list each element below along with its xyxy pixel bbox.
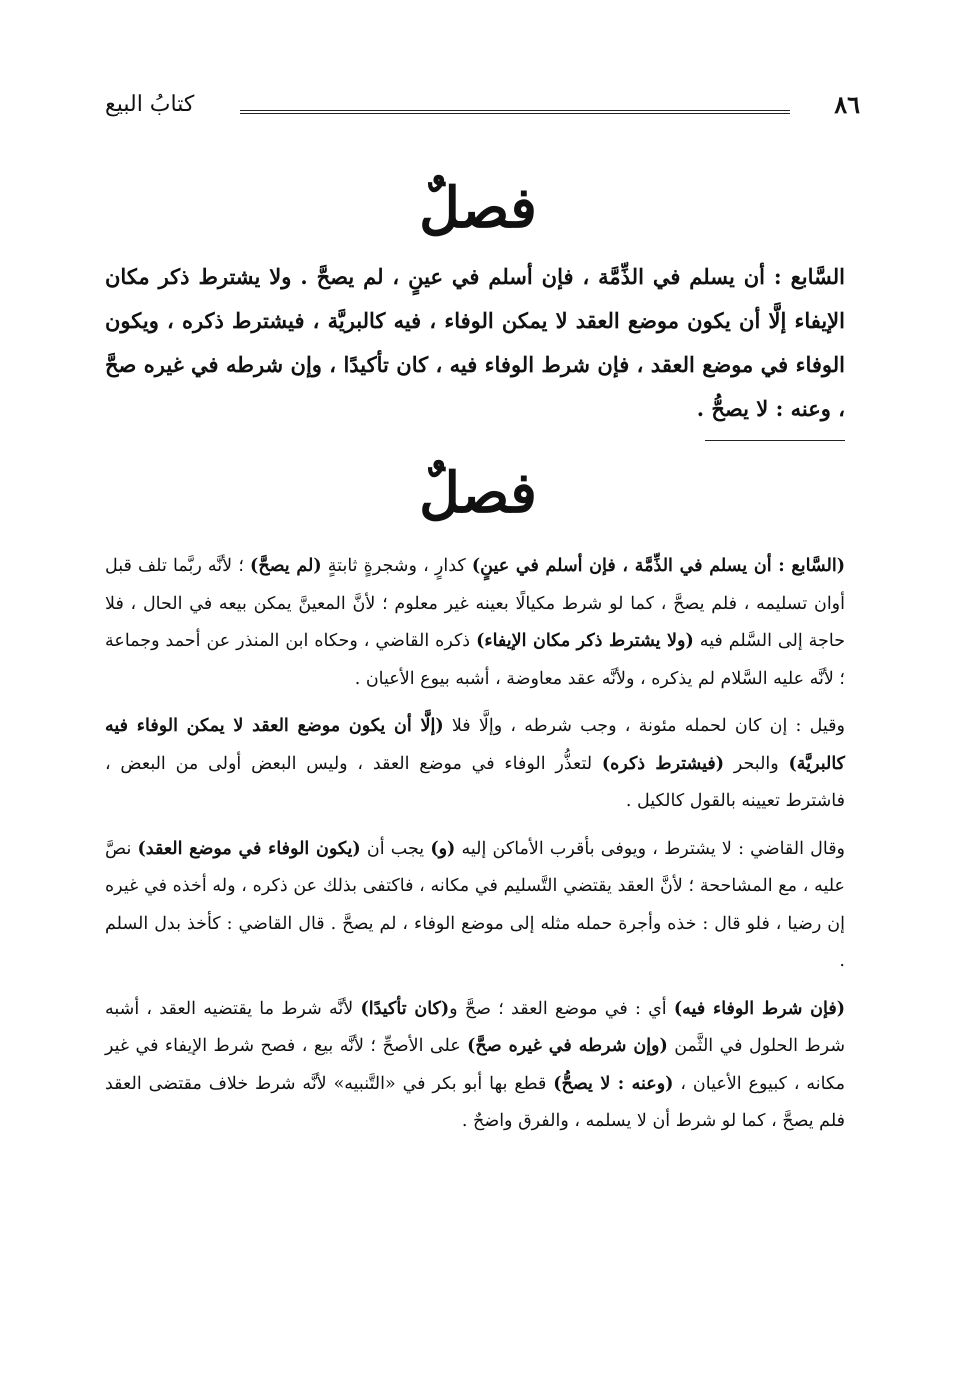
commentary-text: لأنَّه شرط ما يقتضيه العقد ، أشبه شرط الحلول في الثَّمن <box>105 998 845 1056</box>
section-title-2: فصلٌ <box>419 460 537 526</box>
commentary-paragraph-3 <box>105 831 845 981</box>
commentary-paragraph-2 <box>105 708 845 821</box>
matn-quote: (لم يصحَّ) <box>250 556 322 576</box>
matn-quote: (كان تأكيدًا) <box>360 998 450 1019</box>
matn-quote: (فإن شرط الوفاء فيه) <box>673 998 845 1019</box>
matn-text: السَّابع : أن يسلم في الذِّمَّة ، فإن أسلم في عينٍ ، لم يصحَّ . ولا يشترط ذكر مكان الإيفاء إلَّا أن يكون موضع العقد لا يمكن الوفاء ، فيه كالبريَّة ، فيشترط ذكره ، ويكون الوفاء في موضع العقد ، فإن شرط الوفاء فيه ، كان تأكيدًا ، وإن شرطه في غيره صحَّ ، وعنه : لا يصحُّ . <box>105 264 845 421</box>
commentary-text: كدارٍ ، وشجرةٍ ثابتةٍ <box>321 556 472 576</box>
commentary-text: وقال القاضي : لا يشترط ، ويوفى بأقرب الأماكن إليه <box>455 838 846 859</box>
commentary-text: أي : في موضع العقد ؛ صحَّ و <box>449 998 674 1019</box>
matn-quote: (و) <box>430 838 456 859</box>
commentary-text: على الأصحِّ ؛ لأنَّه بيع ، فصح شرط الإيفاء في غير مكانه ، كبيوع الأعيان ، <box>105 1036 845 1094</box>
page-header <box>105 90 860 130</box>
commentary-text: يجب أن <box>360 838 431 859</box>
commentary-text: وقيل : إن كان لحمله مئونة ، وجب شرطه ، وإلَّا فلا <box>443 716 846 736</box>
matn-quote: (إلَّا أن يكون موضع العقد لا يمكن الوفاء فيه كالبريَّة) <box>105 716 845 774</box>
page-number: ٨٦ <box>834 90 860 119</box>
matn-quote: (فيشترط ذكره) <box>601 753 725 774</box>
matn-quote: (وعنه : لا يصحُّ) <box>553 1073 674 1094</box>
matn-separator-rule <box>705 440 845 441</box>
matn-quote: (السَّابع : أن يسلم في الذِّمَّة ، فإن أسلم في عينٍ) <box>471 556 845 576</box>
matn-quote: (ولا يشترط ذكر مكان الإيفاء) <box>476 631 694 651</box>
commentary-text: لتعذُّر الوفاء في موضع العقد ، وليس البعض أولى من البعض ، فاشترط تعيينه بالقول كالكيل . <box>105 753 845 811</box>
header-rule <box>240 110 790 114</box>
running-title: كتابُ البيع <box>105 92 195 117</box>
commentary-text: والبحر <box>724 753 789 774</box>
commentary-text: نصَّ عليه ، مع المشاححة ؛ لأنَّ العقد يقتضي التَّسليم في مكانه ، فاكتفى بذلك عن ذكره ، وله أخذه في غيره إن رضيا ، فلو قال : خذه وأجرة حمله مثله إلى موضع الوفاء ، لم يصحَّ . قال القاضي : كأخذ بدل السلم . <box>105 838 845 971</box>
commentary-text: ذكره القاضي ، وحكاه ابن المنذر عن أحمد وجماعة ؛ لأنَّه عليه السَّلام لم يذكره ، ولأنَّه عقد معاوضة ، أشبه بيوع الأعيان . <box>105 631 845 689</box>
section-title-1: فصلٌ <box>419 175 537 241</box>
commentary-paragraph-1 <box>105 548 845 698</box>
matn-quote: (وإن شرطه في غيره صحَّ) <box>467 1036 668 1056</box>
commentary <box>105 548 845 1151</box>
commentary-text: قطع بها أبو بكر في «التَّنبيه» لأنَّه شرط خلاف مقتضى العقد فلم يصحَّ ، كما لو شرط أن لا يسلمه ، والفرق واضحٌ . <box>105 1073 845 1131</box>
commentary-text: ؛ لأنَّه ربَّما تلف قبل أوان تسليمه ، فلم يصحَّ ، كما لو شرط مكيالًا بعينه غير معلوم ؛ لأنَّ المعينَّ يمكن بيعه في الحال ، فلا حاجة إلى السَّلم فيه <box>105 556 846 651</box>
commentary-paragraph-4 <box>105 991 845 1141</box>
matn-quote: (يكون الوفاء في موضع العقد) <box>137 838 361 859</box>
